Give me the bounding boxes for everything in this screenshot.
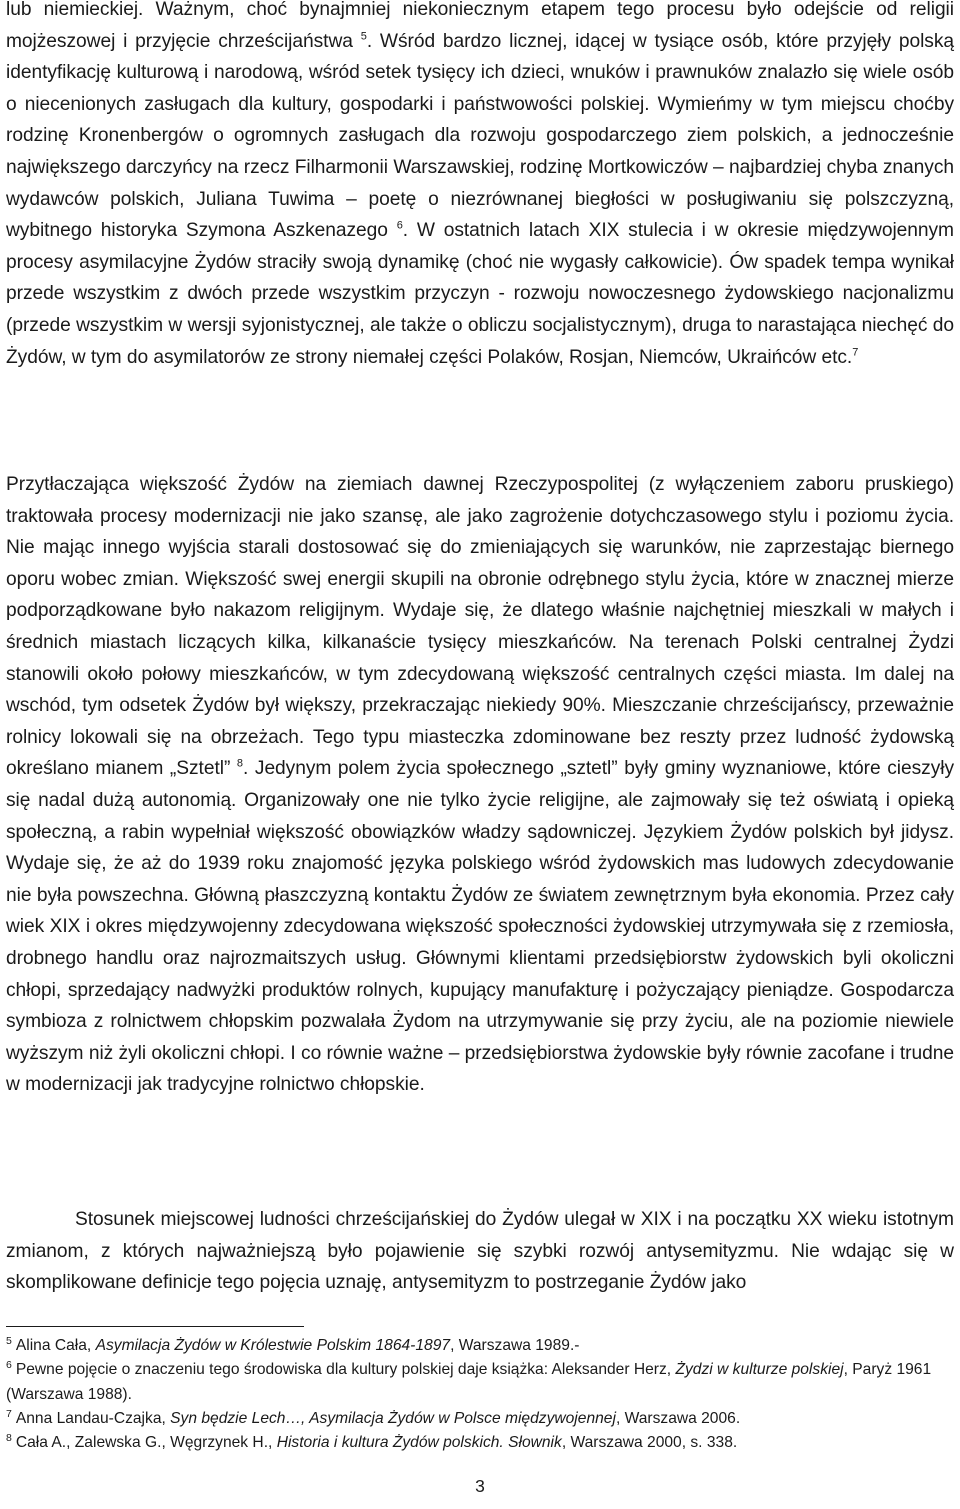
footnote-text: Cała A., Zalewska G., Węgrzynek H., — [15, 1434, 277, 1452]
footnote-5 — [6, 1334, 954, 1358]
footnote-title: Asymilacja Żydów w Królestwie Polskim 1864-1897 — [95, 1337, 451, 1354]
footnote-title: Żydzi w kulturze polskiej — [675, 1361, 844, 1379]
footnote-ref-6[interactable]: 6 — [396, 219, 403, 232]
paragraph-1-text-b: . Wśród bardzo licznej, idącej w tysiące osób, które przyjęły polską identyfikację kulturową i narodową, wśród setek tysięcy ich dzieci, wnuków i prawnuków znalazło się wiele osób o niecenionych zasługach dla kultury, gospodarki i państwowości polskiej. Wymieńmy w tym miejscu choćby rodzinę Kronenbergów o ogromnych zasługach dla rozwoju gospodarczego ziem polskich, a jednocześnie największego darczyńcy na rzecz Filharmonii Warszawskiej, rodzinę Mortkowiczów – najbardziej chyba znanych wydawców polskich, Juliana Tuwima – poetę o niezrównanej biegłości w posługiwaniu się polszczyzną, wybitnego historyka Szymona Aszkenazego — [6, 30, 955, 242]
footnote-7 — [6, 1407, 954, 1431]
footnote-title: Syn będzie Lech…, Asymilacja Żydów w Polsce międzywojennej — [170, 1409, 616, 1427]
footnote-number: 5 — [6, 1334, 12, 1347]
footnote-text: Pewne pojęcie o znaczeniu tego środowiska dla kultury polskiej daje książka: Aleksander Herz, — [15, 1361, 676, 1379]
footnote-ref-8[interactable]: 8 — [236, 757, 243, 770]
paragraph-2-text-b: . Jedynym polem życia społecznego „sztetl” były gminy wyznaniowe, które cieszyły się nadal dużą autonomią. Organizowały one nie tylko życie religijne, ale zajmowały się też oświatą i opieką społeczną, a rabin wypełniał większość obowiązków władzy sądowniczej. Językiem Żydów polskich był jidysz. Wydaje się, że aż do 1939 roku znajomość języka polskiego wśród żydowskich mas ludowych zdecydowanie nie była powszechna. Główną płaszczyzną kontaktu Żydów ze światem zewnętrznym była ekonomia. Przez cały wiek XIX i okres międzywojenny zdecydowana większość społeczności żydowskiej utrzymywała się z rzemiosła, drobnego handlu oraz najrozmaitszych usług. Głównymi klientami przedsiębiorstw żydowskich byli okoliczni chłopi, sprzedający nadwyżki produktów rolnych, kupujący manufakturę i pożyczający pieniądze. Gospodarcza symbioza z rolnictwem chłopskim pozwalała Żydom na utrzymywanie się przy życiu, ale na poziomie niewiele wyższym niż żyli okoliczni chłopi. I co równie ważne – przedsiębiorstwa żydowskie były równie zacofane i trudne w modernizacji jak tradycyjne rolnictwo chłopskie. — [6, 758, 955, 1096]
footnote-text: , Paryż 1961 (Warszawa 1988). — [6, 1361, 932, 1403]
paragraph-3 — [6, 1204, 954, 1299]
paragraph-1-text-a: lub niemieckiej. Ważnym, choć bynajmniej niekoniecznym etapem tego procesu było odejście od religii mojżeszowej i przyjęcie chrześcijaństwa — [6, 0, 954, 52]
paragraph-2 — [6, 469, 954, 1101]
footnote-number: 7 — [6, 1407, 12, 1420]
footnote-number: 6 — [6, 1359, 12, 1372]
footnote-6 — [6, 1358, 954, 1407]
footnote-number: 8 — [6, 1432, 12, 1444]
footnote-text: Anna Landau-Czajka, — [15, 1409, 171, 1427]
paragraph-1-text-c: . W ostatnich latach XIX stulecia i w okresie międzywojennym procesy asymilacyjne Żydów straciły swoją dynamikę (choć nie wygasły całkowicie). Ów spadek tempa wynikał przede wszystkim z dwóch przede wszystkim przyczyn - rozwoju nowoczesnego żydowskiego nacjonalizmu (przede wszystkim w wersji syjonistycznej, ale także o obliczu socjalistycznym), druga to narastająca niechęć do Żydów, w tym do asymilatorów ze strony niemałej części Polaków, Rosjan, Niemców, Ukraińców etc. — [6, 220, 954, 368]
paragraph-2-text-a: Przytłaczająca większość Żydów na ziemiach dawnej Rzeczypospolitej (z wyłączeniem zaboru pruskiego) traktowała procesy modernizacji nie jako szansę, ale jako zagrożenie dotychczasowego stylu i poziomu życia. Nie mając innego wyjścia starali dostosować się do zmieniających się warunków, nie zaprzestając biernego oporu wobec zmian. Większość swej energii skupili na obronie odrębnego stylu życia, które w znacznej mierze podporządkowane było nakazom religijnym. Wydaje się, że dlatego właśnie najchętniej mieszkali w małych i średnich miastach liczących kilka, kilkanaście tysięcy mieszkańców. Na terenach Polski centralnej Żydzi stanowili około połowy mieszkańców, w tym zdecydowaną większość centralnych części miasta. Im dalej na wschód, tym odsetek Żydów był większy, przekraczając niekiedy 90%. Mieszczanie chrześcijańscy, przeważnie rolnicy lokowali się na obrzeżach. Tego typu miasteczka zdominowane bez reszty przez ludność żydowską określano mianem „Sztetl” — [6, 474, 954, 780]
footnote-text: , Warszawa 2000, s. 338. — [561, 1434, 738, 1452]
paragraph-3-text: Stosunek miejscowej ludności chrześcijańskiej do Żydów ulegał w XIX i na początku XX wieku istotnym zmianom, z których najważniejszą było pojawienie się szybki rozwój antysemityzmu. Nie wdając się w skomplikowane definicje tego pojęcia uznaję, antysemityzm to postrzeganie Żydów jako — [6, 1209, 954, 1294]
footnote-title: Historia i kultura Żydów polskich. Słownik — [276, 1434, 562, 1452]
footnote-8 — [6, 1431, 954, 1455]
footnote-ref-7[interactable]: 7 — [852, 346, 859, 359]
footnote-text: Alina Cała, — [15, 1337, 96, 1354]
footnote-separator — [6, 1326, 304, 1327]
footnotes-list — [6, 1334, 954, 1455]
footnote-text: , Warszawa 2006. — [615, 1409, 741, 1427]
footnote-text: , Warszawa 1989.- — [450, 1337, 580, 1354]
footnote-ref-5[interactable]: 5 — [360, 30, 367, 43]
page-number: 3 — [475, 1476, 485, 1496]
paragraph-1 — [6, 0, 954, 373]
